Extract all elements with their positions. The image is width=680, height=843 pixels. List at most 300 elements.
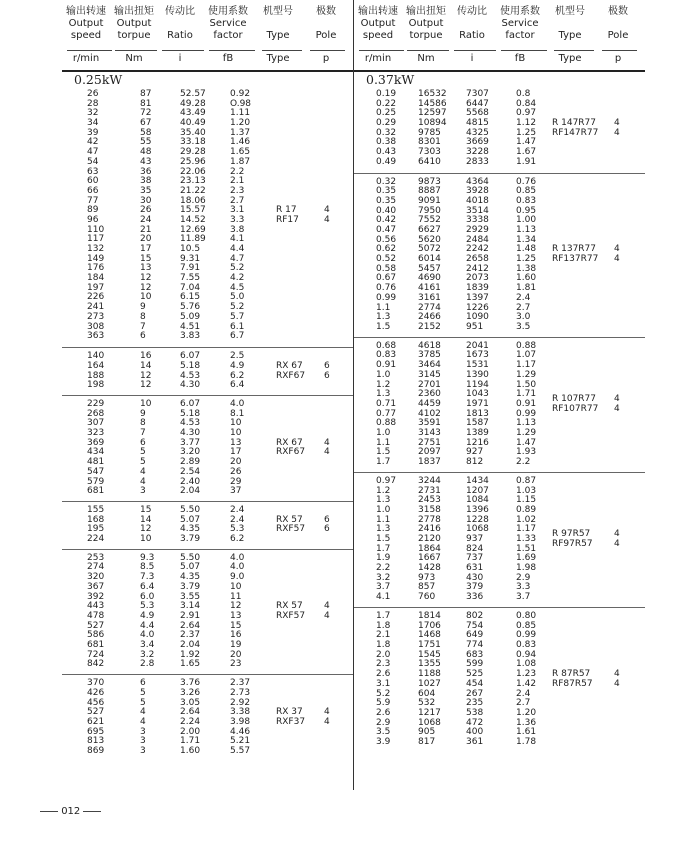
ratio-cell: 2833: [466, 156, 489, 167]
factor-cell: 1.13: [516, 225, 537, 236]
speed-cell: 0.38: [376, 137, 397, 148]
factor-cell: 2.4: [230, 514, 245, 525]
type-label: RX 37: [276, 707, 303, 718]
ratio-cell: 3.76: [180, 678, 201, 689]
pole-label: 4: [614, 403, 620, 414]
speed-cell: 241: [87, 302, 105, 313]
factor-cell: 1.47: [516, 137, 537, 148]
torque-cell: 4102: [418, 408, 441, 419]
torque-cell: 9.3: [140, 552, 155, 563]
speed-cell: 0.67: [376, 273, 397, 284]
torque-cell: 8.5: [140, 562, 155, 573]
torque-cell: 2120: [418, 534, 441, 545]
speed-cell: 1.9: [376, 553, 391, 564]
ratio-cell: 2.37: [180, 630, 201, 641]
speed-cell: 367: [87, 581, 105, 592]
torque-cell: 81: [140, 98, 152, 109]
factor-cell: 1.08: [516, 659, 537, 670]
speed-cell: 2.3: [376, 659, 391, 670]
speed-cell: 60: [87, 176, 99, 187]
ratio-cell: 12.69: [180, 224, 206, 235]
factor-cell: 1.60: [516, 273, 537, 284]
factor-cell: 1.87: [230, 156, 251, 167]
speed-cell: 1.7: [376, 457, 391, 468]
speed-cell: 168: [87, 514, 105, 525]
factor-cell: 1.17: [516, 360, 537, 371]
torque-cell: 1468: [418, 630, 441, 641]
ratio-cell: 1090: [466, 312, 489, 323]
left-group-4-rows: [62, 506, 272, 545]
factor-cell: 1.42: [516, 678, 537, 689]
torque-cell: 3244: [418, 475, 441, 486]
left-header-col3-en: Ratio: [167, 29, 193, 41]
right-group-1-pole: [614, 119, 620, 139]
speed-cell: 3.9: [376, 736, 391, 747]
speed-cell: 1.8: [376, 620, 391, 631]
ratio-cell: 3.26: [180, 687, 201, 698]
speed-cell: 0.35: [376, 195, 397, 206]
ratio-cell: 379: [466, 582, 484, 593]
factor-cell: 0.91: [516, 398, 537, 409]
right-header-col5-unit: Type: [558, 53, 582, 64]
factor-cell: 1.23: [516, 669, 537, 680]
speed-cell: 443: [87, 601, 105, 612]
ratio-cell: 3.83: [180, 331, 201, 342]
speed-cell: 0.40: [376, 205, 397, 216]
speed-cell: 0.32: [376, 127, 397, 138]
ratio-cell: 1194: [466, 379, 489, 390]
factor-cell: 1.48: [516, 244, 537, 255]
factor-cell: 19: [230, 639, 242, 650]
speed-cell: 0.62: [376, 244, 397, 255]
left-group-5-type: [276, 602, 305, 622]
ratio-cell: 2.40: [180, 476, 201, 487]
torque-cell: 905: [418, 727, 436, 738]
ratio-cell: 2484: [466, 234, 489, 245]
ratio-cell: 454: [466, 678, 484, 689]
torque-cell: 17: [140, 244, 152, 254]
speed-cell: 1.8: [376, 640, 391, 651]
factor-cell: 2.4: [516, 688, 531, 699]
ratio-cell: 3.77: [180, 437, 201, 448]
ratio-cell: 430: [466, 572, 484, 583]
speed-cell: 63: [87, 166, 99, 177]
right-header-col4-unit: fB: [514, 53, 526, 64]
right-group-5-pole: [614, 670, 620, 690]
factor-cell: 2.2: [516, 457, 531, 468]
right-header-col3-unit: i: [470, 53, 474, 64]
type-label: R 87R57: [552, 669, 591, 680]
factor-cell: 1.20: [230, 118, 251, 129]
right-group-5-type: [552, 670, 593, 690]
ratio-cell: 4.30: [180, 380, 201, 391]
left-group-1-type: [276, 206, 299, 226]
ratio-cell: 1434: [466, 475, 489, 486]
left-header-col6-en: Pole: [315, 29, 337, 41]
factor-cell: 1.65: [230, 147, 251, 158]
factor-cell: 0.89: [516, 504, 537, 515]
right-group-4-type: [552, 530, 593, 550]
speed-cell: 198: [87, 380, 105, 391]
type-label: RXF37: [276, 716, 306, 727]
speed-cell: 481: [87, 457, 105, 468]
ratio-cell: 951: [466, 321, 484, 332]
speed-cell: 184: [87, 273, 105, 284]
ratio-cell: 4018: [466, 195, 489, 206]
table-row: [62, 332, 272, 342]
speed-cell: 132: [87, 244, 105, 254]
speed-cell: 268: [87, 408, 105, 419]
ratio-cell: 824: [466, 543, 484, 554]
torque-cell: 7: [140, 428, 146, 439]
torque-cell: 9091: [418, 195, 441, 206]
right-header-underline-6: [602, 50, 637, 51]
factor-cell: 6.7: [230, 331, 245, 342]
factor-cell: 29: [230, 476, 242, 487]
speed-cell: 869: [87, 746, 105, 756]
ratio-cell: 1971: [466, 398, 489, 409]
torque-cell: 3464: [418, 360, 441, 371]
torque-cell: 6: [140, 437, 146, 448]
left-header-underline-2: [115, 50, 157, 51]
ratio-cell: 2242: [466, 244, 489, 255]
ratio-cell: 1390: [466, 369, 489, 380]
spec-table-page: [62, 0, 644, 790]
right-header-col1-en1: Output: [360, 17, 396, 29]
ratio-cell: 23.13: [180, 176, 206, 187]
torque-cell: 9: [140, 408, 146, 419]
factor-cell: 5.7: [230, 311, 245, 322]
pole-label: 4: [614, 678, 620, 689]
left-header-col2-en1: Output: [116, 17, 152, 29]
left-header-underline-3: [162, 50, 204, 51]
left-group-2-type: [276, 362, 305, 382]
factor-cell: 5.21: [230, 736, 251, 747]
factor-cell: 0.85: [516, 186, 537, 197]
factor-cell: 3.38: [230, 707, 251, 718]
left-header-col1-en2: speed: [70, 29, 102, 41]
factor-cell: 0.87: [516, 475, 537, 486]
factor-cell: 0.95: [516, 205, 537, 216]
left-group-1-rows: [62, 90, 272, 342]
ratio-cell: 49.28: [180, 98, 206, 109]
torque-cell: 2.8: [140, 659, 155, 670]
speed-cell: 0.25: [376, 108, 397, 119]
factor-cell: 6.4: [230, 380, 245, 391]
right-header-col3-zh: 传动比: [457, 6, 487, 17]
torque-cell: 6: [140, 678, 146, 689]
factor-cell: 2.92: [230, 697, 251, 708]
pole-label: 4: [614, 538, 620, 549]
right-table-header: [354, 0, 645, 72]
torque-cell: 12: [140, 380, 152, 391]
torque-cell: 10: [140, 534, 152, 545]
factor-cell: 3.7: [516, 592, 531, 603]
ratio-cell: 3.05: [180, 697, 201, 708]
torque-cell: 35: [140, 185, 152, 196]
speed-cell: 1.5: [376, 447, 391, 458]
torque-cell: 9: [140, 302, 146, 313]
right-header-col6-zh: 极数: [608, 6, 628, 17]
ratio-cell: 1226: [466, 302, 489, 313]
speed-cell: 3.5: [376, 727, 391, 738]
factor-cell: 4.46: [230, 726, 251, 737]
ratio-cell: 3669: [466, 137, 489, 148]
right-group-2-type: [552, 245, 598, 265]
ratio-cell: 2.00: [180, 726, 201, 737]
torque-cell: 21: [140, 224, 152, 235]
speed-cell: 77: [87, 195, 99, 206]
pole-label: 4: [324, 447, 330, 458]
left-group-4-type: [276, 516, 305, 536]
pole-label: 4: [324, 437, 330, 448]
ratio-cell: 2.04: [180, 486, 201, 497]
factor-cell: 0.80: [516, 611, 537, 621]
torque-cell: 1814: [418, 611, 441, 621]
torque-cell: 1428: [418, 563, 441, 574]
speed-cell: 0.42: [376, 215, 397, 226]
table-row: [62, 747, 272, 757]
speed-cell: 478: [87, 610, 105, 621]
left-header-col6-zh: 极数: [316, 6, 336, 17]
speed-cell: 0.97: [376, 475, 397, 486]
factor-cell: 15: [230, 620, 242, 631]
left-header-underline-4: [209, 50, 255, 51]
ratio-cell: 6.15: [180, 292, 201, 303]
right-group-5-rows: [354, 612, 564, 748]
speed-cell: 370: [87, 678, 105, 689]
ratio-cell: 4364: [466, 176, 489, 187]
ratio-cell: 937: [466, 534, 484, 545]
left-group-3: [62, 395, 353, 502]
factor-cell: 3.5: [516, 321, 531, 332]
right-header-col3-en: Ratio: [459, 29, 485, 41]
factor-cell: 1.91: [516, 156, 537, 167]
speed-cell: 140: [87, 351, 105, 362]
torque-cell: 1188: [418, 669, 441, 680]
type-label: RX 67: [276, 360, 303, 371]
factor-cell: 0.94: [516, 649, 537, 660]
torque-cell: 7: [140, 321, 146, 332]
torque-cell: 72: [140, 108, 152, 119]
factor-cell: 2.37: [230, 678, 251, 689]
factor-cell: 5.3: [230, 524, 245, 535]
factor-cell: 1.11: [230, 108, 251, 119]
ratio-cell: 1839: [466, 283, 489, 294]
right-group-2-pole: [614, 245, 620, 265]
torque-cell: 6.0: [140, 591, 155, 602]
factor-cell: 1.13: [516, 418, 537, 429]
right-header-col2-en1: Output: [408, 17, 444, 29]
torque-cell: 6: [140, 331, 146, 342]
torque-cell: 5: [140, 457, 146, 468]
right-header-underline-4: [501, 50, 547, 51]
ratio-cell: 683: [466, 649, 484, 660]
page-number: 012: [61, 806, 81, 817]
ratio-cell: 9.31: [180, 253, 201, 264]
ratio-cell: 1068: [466, 524, 489, 535]
ratio-cell: 2412: [466, 263, 489, 274]
pole-label: 4: [614, 118, 620, 128]
speed-cell: 0.52: [376, 254, 397, 265]
torque-cell: 604: [418, 688, 436, 699]
left-group-5: [62, 549, 353, 675]
torque-cell: 8301: [418, 137, 441, 148]
type-label: RF87R57: [552, 678, 593, 689]
left-group-4: [62, 501, 353, 550]
ratio-cell: 3338: [466, 215, 489, 226]
ratio-cell: 22.06: [180, 166, 206, 177]
ratio-cell: 4.35: [180, 524, 201, 535]
speed-cell: 0.83: [376, 350, 397, 361]
ratio-cell: 3514: [466, 205, 489, 216]
speed-cell: 2.0: [376, 649, 391, 660]
pole-label: 4: [324, 716, 330, 727]
factor-cell: 26: [230, 466, 242, 477]
torque-cell: 10894: [418, 118, 447, 129]
right-group-1: [354, 90, 645, 173]
left-group-3-type: [276, 439, 305, 459]
torque-cell: 6627: [418, 225, 441, 236]
torque-cell: 3: [140, 736, 146, 747]
speed-cell: 3.7: [376, 582, 391, 593]
left-header-underline-6: [310, 50, 345, 51]
torque-cell: 14: [140, 514, 152, 525]
factor-cell: 3.8: [230, 224, 245, 235]
factor-cell: 10: [230, 581, 242, 592]
right-header-col4-en1: Service: [501, 17, 539, 29]
ratio-cell: 1397: [466, 292, 489, 303]
speed-cell: 724: [87, 649, 105, 660]
torque-cell: 2360: [418, 389, 441, 400]
ratio-cell: 4.51: [180, 321, 201, 332]
torque-cell: 7303: [418, 147, 441, 158]
torque-cell: 4: [140, 716, 146, 727]
torque-cell: 12: [140, 273, 152, 284]
speed-cell: 0.91: [376, 360, 397, 371]
torque-cell: 67: [140, 118, 152, 129]
right-header-col6-unit: p: [614, 53, 622, 64]
speed-cell: 0.76: [376, 283, 397, 294]
factor-cell: 1.61: [516, 727, 537, 738]
factor-cell: 23: [230, 659, 242, 670]
pole-label: 4: [324, 610, 330, 621]
torque-cell: 3158: [418, 504, 441, 515]
factor-cell: 0.99: [516, 630, 537, 641]
speed-cell: 1.3: [376, 389, 391, 400]
ratio-cell: 631: [466, 563, 484, 574]
ratio-cell: 2041: [466, 340, 489, 351]
speed-cell: 47: [87, 147, 99, 158]
speed-cell: 695: [87, 726, 105, 737]
factor-cell: 1.46: [230, 137, 251, 148]
pole-label: 4: [614, 669, 620, 680]
factor-cell: 2.73: [230, 687, 251, 698]
left-header-col2-en2: torpue: [117, 29, 151, 41]
right-header-underline-1: [359, 50, 404, 51]
factor-cell: 6.2: [230, 370, 245, 381]
factor-cell: 1.37: [230, 127, 251, 138]
factor-cell: 3.3: [516, 582, 531, 593]
pole-label: 4: [324, 215, 330, 226]
factor-cell: 2.7: [230, 195, 245, 206]
speed-cell: 89: [87, 205, 99, 216]
speed-cell: 1.0: [376, 427, 391, 438]
factor-cell: 1.47: [516, 437, 537, 448]
factor-cell: 20: [230, 649, 242, 660]
factor-cell: 4.2: [230, 273, 245, 284]
right-header-underline-3: [454, 50, 496, 51]
right-header-col4-zh: 使用系数: [500, 6, 540, 17]
ratio-cell: 2.04: [180, 639, 201, 650]
speed-cell: 586: [87, 630, 105, 641]
speed-cell: 1.0: [376, 369, 391, 380]
torque-cell: 2466: [418, 312, 441, 323]
ratio-cell: 43.49: [180, 108, 206, 119]
torque-cell: 12: [140, 282, 152, 293]
speed-cell: 0.49: [376, 156, 397, 167]
ratio-cell: 18.06: [180, 195, 206, 206]
speed-cell: 434: [87, 447, 105, 458]
speed-cell: 96: [87, 214, 99, 225]
table-row: [62, 535, 272, 545]
speed-cell: 392: [87, 591, 105, 602]
torque-cell: 4161: [418, 283, 441, 294]
type-label: R 147R77: [552, 118, 596, 128]
left-header-col1-zh: 输出转速: [66, 6, 106, 17]
factor-cell: 4.0: [230, 552, 245, 563]
right-header-col1-en2: speed: [362, 29, 394, 41]
ratio-cell: 754: [466, 620, 484, 631]
left-group-2-rows: [62, 352, 272, 391]
factor-cell: 12: [230, 601, 242, 612]
factor-cell: 0.83: [516, 195, 537, 206]
ratio-cell: 1043: [466, 389, 489, 400]
torque-cell: 1837: [418, 457, 441, 468]
torque-cell: 973: [418, 572, 436, 583]
speed-cell: 308: [87, 321, 105, 332]
factor-cell: 3.98: [230, 716, 251, 727]
type-label: RXF67: [276, 370, 306, 381]
torque-cell: 4618: [418, 340, 441, 351]
torque-cell: 26: [140, 205, 152, 216]
speed-cell: 2.1: [376, 630, 391, 641]
left-group-6: [62, 674, 353, 762]
right-header-underline-5: [554, 50, 594, 51]
torque-cell: 5620: [418, 234, 441, 245]
ratio-cell: 2.64: [180, 707, 201, 718]
footer-dash-left: [40, 811, 58, 812]
right-table-half: [353, 0, 645, 790]
ratio-cell: 3.14: [180, 601, 201, 612]
torque-cell: 2416: [418, 524, 441, 535]
torque-cell: 6014: [418, 254, 441, 265]
speed-cell: 5.2: [376, 688, 391, 699]
ratio-cell: 4.30: [180, 428, 201, 439]
ratio-cell: 235: [466, 698, 484, 709]
ratio-cell: 6.07: [180, 399, 201, 409]
ratio-cell: 1396: [466, 504, 489, 515]
pole-label: 4: [614, 254, 620, 265]
factor-cell: 4.4: [230, 244, 245, 254]
ratio-cell: 3.20: [180, 447, 201, 458]
pole-label: 6: [324, 370, 330, 381]
ratio-cell: 927: [466, 447, 484, 458]
ratio-cell: 538: [466, 707, 484, 718]
factor-cell: 2.7: [516, 698, 531, 709]
speed-cell: 547: [87, 466, 105, 477]
torque-cell: 87: [140, 89, 152, 99]
